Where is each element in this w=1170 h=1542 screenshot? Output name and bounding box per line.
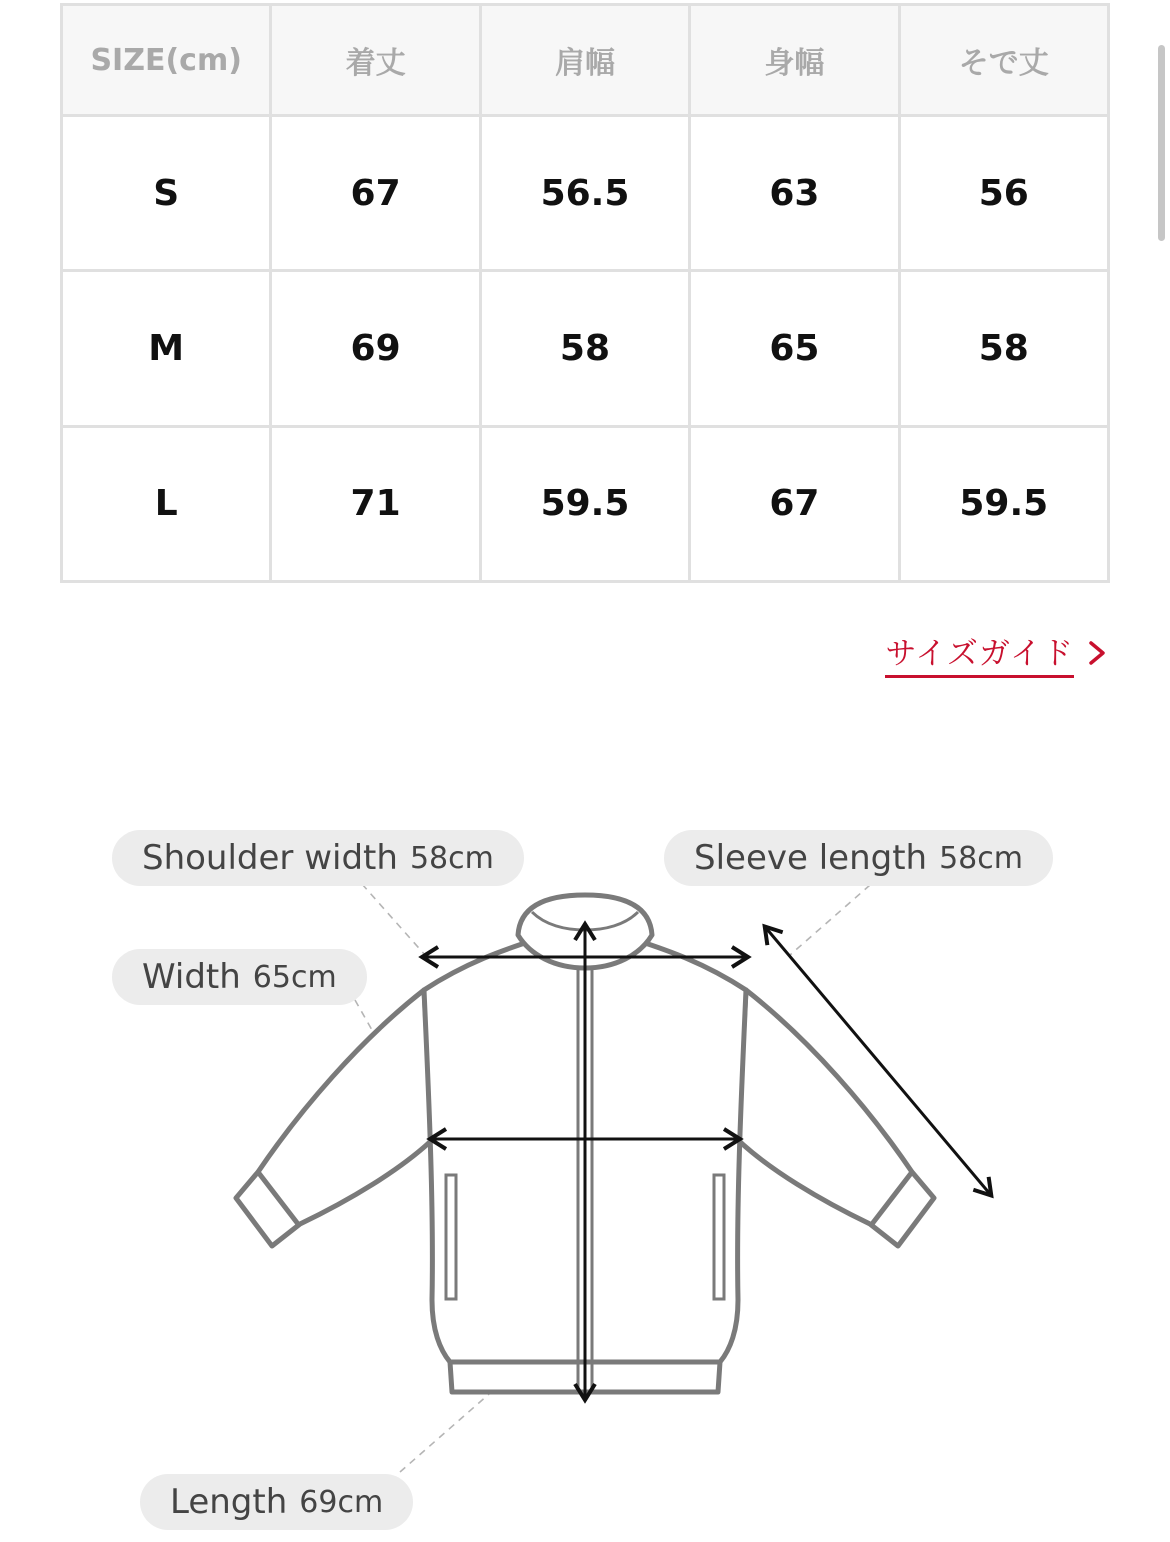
size-table — [60, 3, 1110, 583]
table-cell: L — [62, 426, 271, 581]
size-guide-link[interactable] — [885, 628, 1108, 678]
size-guide-label: サイズガイド — [885, 628, 1074, 678]
header-shoulder: 肩幅 — [480, 5, 689, 116]
table-cell: 65 — [690, 271, 899, 426]
sleeve-length-label — [664, 830, 1053, 886]
chevron-right-icon — [1086, 640, 1108, 666]
table-header-row — [62, 5, 1109, 116]
table-cell: 56 — [899, 116, 1108, 271]
width-label — [112, 949, 367, 1005]
table-row — [62, 426, 1109, 581]
table-cell: 63 — [690, 116, 899, 271]
header-size: SIZE(cm) — [62, 5, 271, 116]
header-length: 着丈 — [271, 5, 480, 116]
table-cell: 67 — [690, 426, 899, 581]
header-sleeve: そで丈 — [899, 5, 1108, 116]
sleeve-length-text: Sleeve length — [694, 838, 928, 878]
jacket-outline-icon — [0, 700, 1170, 1542]
table-cell: 58 — [480, 271, 689, 426]
table-cell: M — [62, 271, 271, 426]
width-text: Width — [142, 957, 241, 997]
table-cell: 59.5 — [480, 426, 689, 581]
table-row — [62, 116, 1109, 271]
length-value: 69cm — [299, 1484, 384, 1520]
table-cell: 71 — [271, 426, 480, 581]
table-row — [62, 271, 1109, 426]
table-cell: 58 — [899, 271, 1108, 426]
table-cell: S — [62, 116, 271, 271]
table-cell: 59.5 — [899, 426, 1108, 581]
table-cell: 56.5 — [480, 116, 689, 271]
shoulder-width-text: Shoulder width — [142, 838, 398, 878]
scrollbar[interactable] — [1158, 45, 1165, 241]
shoulder-width-label — [112, 830, 524, 886]
measurement-diagram — [0, 700, 1170, 1542]
header-width: 身幅 — [690, 5, 899, 116]
table-cell: 69 — [271, 271, 480, 426]
shoulder-width-value: 58cm — [409, 840, 494, 876]
sleeve-length-value: 58cm — [939, 840, 1023, 876]
length-text: Length — [170, 1482, 288, 1522]
length-label — [140, 1474, 413, 1530]
width-value: 65cm — [252, 959, 337, 995]
table-cell: 67 — [271, 116, 480, 271]
